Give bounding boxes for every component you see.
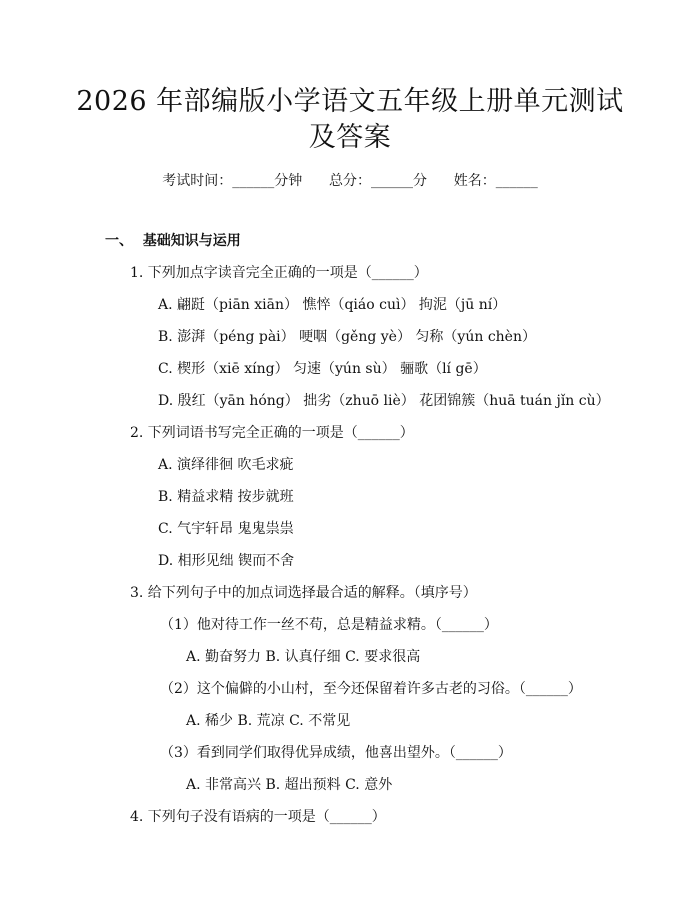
question-1-stem: 1. 下列加点字读音完全正确的一项是（______） xyxy=(130,265,428,281)
page-title-line1: 2026 年部编版小学语文五年级上册单元测试 xyxy=(76,86,624,117)
section-heading: 一、 基础知识与运用 xyxy=(105,233,241,249)
question-2-option-a: A. 演绎徘徊 吹毛求疵 xyxy=(158,457,294,473)
question-1-option-b: B. 澎湃（péng pài） 哽咽（gěng yè） 匀称（yún chèn） xyxy=(158,329,536,345)
question-3-stem: 3. 给下列句子中的加点词选择最合适的解释。（填序号） xyxy=(130,585,477,601)
question-2-option-c: C. 气宇轩昂 鬼鬼祟祟 xyxy=(158,521,294,537)
question-3-sub-1-options: A. 勤奋努力 B. 认真仔细 C. 要求很高 xyxy=(186,649,421,665)
question-4-stem: 4. 下列句子没有语病的一项是（______） xyxy=(130,809,386,825)
question-3-sub-3-options: A. 非常高兴 B. 超出预料 C. 意外 xyxy=(186,777,393,793)
question-1-option-a: A. 翩跹（piān xiān） 憔悴（qiáo cuì） 拘泥（jū ní） xyxy=(158,297,507,313)
page-title-line2: 及答案 xyxy=(308,122,392,153)
question-2-stem: 2. 下列词语书写完全正确的一项是（______） xyxy=(130,425,414,441)
question-3-sub-2-options: A. 稀少 B. 荒凉 C. 不常见 xyxy=(186,713,351,729)
question-3-sub-1: （1）他对待工作一丝不苟，总是精益求精。（______） xyxy=(160,617,498,633)
question-2-option-b: B. 精益求精 按步就班 xyxy=(158,489,294,505)
question-1-option-d: D. 殷红（yān hóng） 拙劣（zhuō liè） 花团锦簇（huā tuán jǐn cù） xyxy=(158,393,610,409)
question-2-option-d: D. 相形见绌 锲而不舍 xyxy=(158,553,295,569)
exam-info: 考试时间：______分钟 总分：______分 姓名：______ xyxy=(162,173,538,189)
question-3-sub-3: （3）看到同学们取得优异成绩，他喜出望外。（______） xyxy=(160,745,512,761)
question-1-option-c: C. 楔形（xiē xíng） 匀速（yún sù） 骊歌（lí gē） xyxy=(158,361,487,377)
question-3-sub-2: （2）这个偏僻的小山村，至今还保留着许多古老的习俗。（______） xyxy=(160,681,582,697)
